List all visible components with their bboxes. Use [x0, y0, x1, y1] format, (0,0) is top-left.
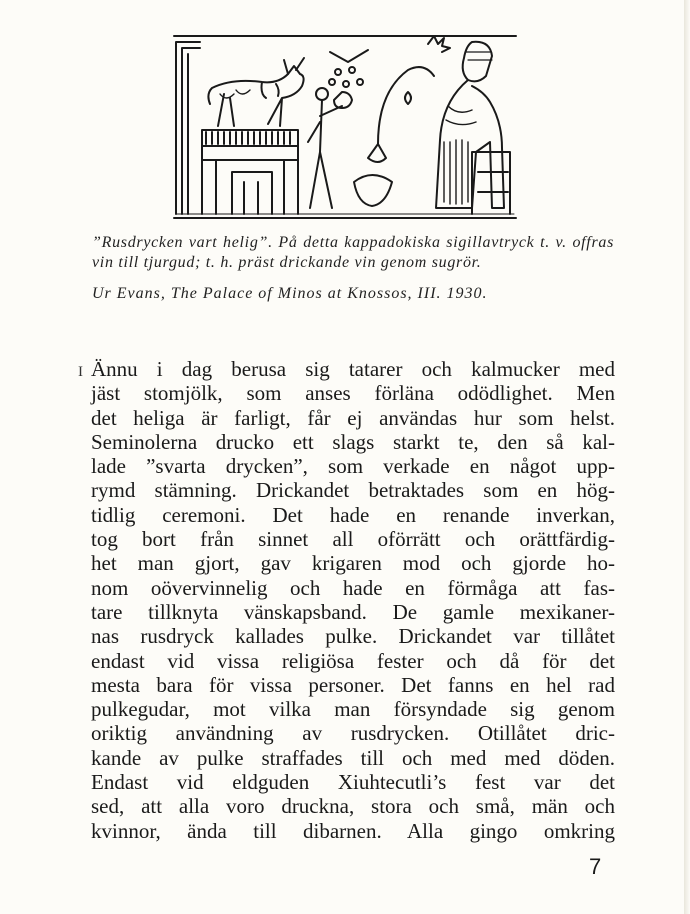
page-number: 7: [589, 854, 602, 879]
text-line: lade ”svarta drycken”, som verkade en något upp-: [91, 454, 615, 479]
caption-description: ”Rusdrycken vart helig”. På detta kappadokiska sigillavtryck t. v. offras vin till tjurgud; t. h. präst drickande vin genom sugrör.: [92, 234, 614, 271]
seal-impression-figure: [172, 32, 518, 222]
body-text: [91, 357, 615, 843]
text-line: nas rusdryck kallades pulke. Drickandet var tillåtet: [91, 624, 615, 649]
text-line: jäst stomjölk, som anses förläna odödlighet. Men: [91, 381, 615, 406]
text-line: mesta bara för vissa personer. Det fanns en hel rad: [91, 672, 615, 697]
text-line: oriktig användning av rusdrycken. Otillåtet dric-: [91, 721, 615, 746]
text-line: Seminolerna drucko ett slags starkt te, den så kal-: [91, 429, 615, 454]
figure-caption: [92, 233, 614, 304]
text-line: tidlig ceremoni. Det hade en renande inverkan,: [91, 502, 615, 527]
text-line: Endast vid eldguden Xiuhtecutli’s fest var det: [91, 770, 615, 795]
text-line: nom oövervinnelig och hade en förmåga att fas-: [91, 575, 615, 600]
text-line: rymd stämning. Drickandet betraktades som en hög-: [91, 478, 615, 503]
text-line: tare tillknyta vänskapsband. De gamle mexikaner-: [91, 599, 615, 624]
text-line: het man gjort, gav krigaren mod och gjorde ho-: [91, 551, 615, 576]
text-line: kande av pulke straffades till och med med döden.: [91, 745, 615, 770]
text-line: kvinnor, ända till dibarnen. Alla gingo omkring: [91, 818, 615, 843]
text-line: Ännu i dag berusa sig tatarer och kalmucker med: [91, 357, 615, 381]
caption-source: Ur Evans, The Palace of Minos at Knossos, III. 1930.: [92, 285, 488, 302]
text-line: sed, att alla voro druckna, stora och små, män och: [91, 794, 615, 819]
seal-impression-icon: [172, 32, 518, 222]
margin-mark: I: [78, 364, 83, 380]
page-edge: [684, 0, 690, 914]
text-line: pulkegudar, mot vilka man försyndade sig genom: [91, 697, 615, 722]
text-line: endast vid vissa religiösa fester och då för det: [91, 648, 615, 673]
text-line: det heliga är farligt, får ej användas hur som helst.: [91, 405, 615, 430]
text-line: tog bort från sinnet all oförrätt och orättfärdig-: [91, 527, 615, 552]
